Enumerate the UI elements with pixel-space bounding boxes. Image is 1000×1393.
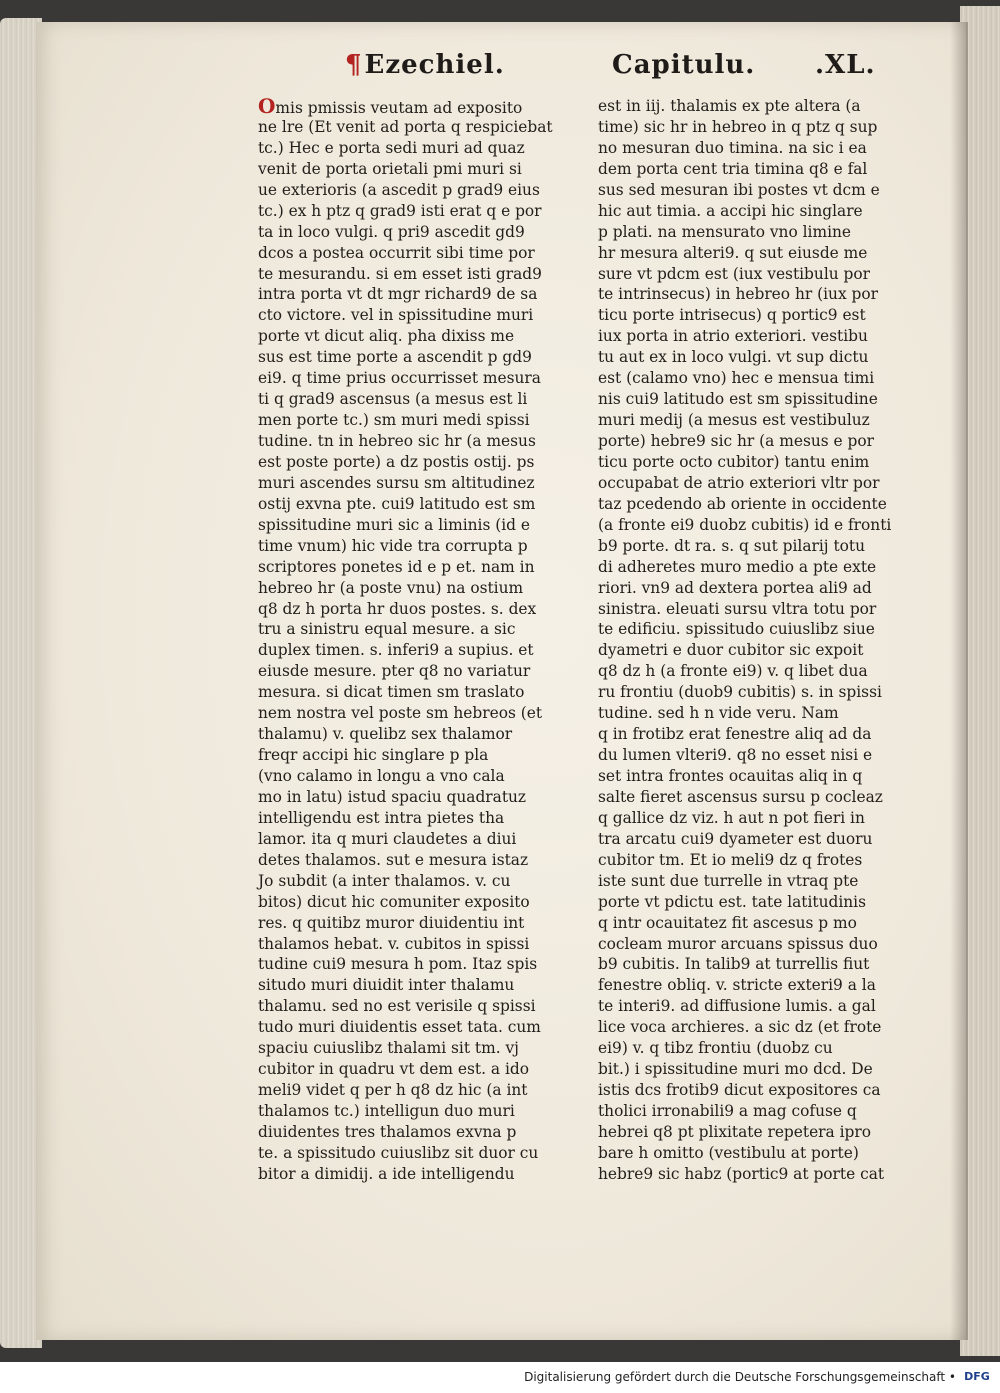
text-line: [258, 619, 518, 640]
text-column-right: [598, 96, 892, 1185]
text-line-content: hebreo hr (a poste vnu) na ostium: [258, 578, 524, 597]
text-line: [598, 1038, 858, 1059]
text-line: [258, 431, 536, 452]
text-line: [598, 913, 858, 934]
text-line: [258, 473, 535, 494]
text-line-content: q gallice dz viz. h aut n pot fieri in: [598, 808, 865, 827]
folio-number: .XL.: [815, 50, 876, 80]
text-line-content: time vnum) hic vide tra corrupta p: [258, 536, 528, 555]
text-line: [598, 557, 877, 578]
text-line: [258, 201, 542, 222]
text-line: [598, 1143, 858, 1164]
text-line-content: tu aut ex in loco vulgi. vt sup dictu: [598, 348, 869, 367]
text-line-content: te mesurandu. si em esset isti grad9: [258, 264, 542, 283]
running-head-chapter: Capitulu.: [612, 50, 756, 80]
text-line-content: tudine. tn in hebreo sic hr (a mesus: [258, 432, 536, 450]
text-line: [598, 975, 876, 996]
text-line: [258, 326, 518, 347]
text-line: [598, 305, 866, 326]
text-line-content: nem nostra vel poste sm hebreos (et: [258, 704, 543, 723]
text-line-content: p plati. na mensurato vno limine: [598, 222, 852, 241]
text-line-content: cubitor in quadru vt dem est. a ido: [258, 1060, 529, 1079]
text-line: [598, 619, 875, 640]
text-line: [258, 661, 531, 682]
text-line-content: detes thalamos. sut e mesura istaz: [258, 850, 529, 869]
text-line-content: venit de porta orietali pmi muri si: [258, 159, 522, 178]
text-line-content: tru a sinistru equal mesure. a sic: [258, 620, 516, 639]
text-line-content: mesura. si dicat timen sm traslato: [258, 683, 525, 702]
text-line-content: dem porta cent tria timina q8 e fal: [598, 159, 868, 178]
rubricated-initial: O: [258, 94, 276, 118]
text-line-content: tc.) Hec e porta sedi muri ad quaz: [258, 138, 525, 157]
text-line-content: res. q quitibz muror diuidentiu int: [258, 913, 525, 932]
text-line-content: muri ascendes sursu sm altitudinez: [258, 473, 535, 492]
text-line: [598, 431, 875, 452]
text-line: [258, 1017, 541, 1038]
text-line-content: est in iij. thalamis ex pte altera (a: [598, 97, 861, 115]
text-line-content: q in frotibz erat fenestre aliq ad da: [598, 725, 872, 744]
text-line-content: lamor. ita q muri claudetes a diui: [258, 829, 517, 848]
text-line: [258, 557, 535, 578]
text-line: [258, 1059, 529, 1080]
text-line: [598, 222, 858, 243]
text-line-content: tudine cui9 mesura h pom. Itaz spis: [258, 955, 538, 974]
text-line-content: b9 cubitis. In talib9 at turrellis fiut: [598, 955, 870, 974]
text-line: [598, 996, 876, 1017]
text-line: [258, 494, 536, 515]
text-line: [258, 871, 518, 892]
text-line: [258, 808, 518, 829]
text-line-content: ti q grad9 ascensus (a mesus est li: [258, 390, 528, 409]
text-line-content: taz pcedendo ab oriente in occidente: [598, 494, 887, 513]
text-line: [598, 1122, 872, 1143]
text-line-content: sinistra. eleuati sursu vltra totu por: [598, 599, 877, 618]
text-line-content: intra porta vt dt mgr richard9 de sa: [258, 285, 538, 304]
text-line: [598, 180, 880, 201]
text-line-content: thalamos hebat. v. cubitos in spissi: [258, 934, 530, 953]
text-line: [598, 808, 865, 829]
text-line-content: sus est time porte a ascendit p gd9: [258, 348, 532, 367]
text-line: [598, 452, 870, 473]
text-line-content: porte) hebre9 sic hr (a mesus e por: [598, 432, 875, 450]
text-line-content: est (calamo vno) hec e mensua timi: [598, 369, 875, 388]
text-line-content: ticu porte intrisecus) q portic9 est: [598, 306, 866, 325]
text-line-content: muri medij (a mesus est vestibuluz: [598, 411, 870, 430]
text-line: [598, 96, 861, 117]
text-line: [258, 766, 518, 787]
text-line: [598, 138, 867, 159]
text-line-content: porte vt dicut aliq. pha dixiss me: [258, 327, 515, 346]
text-line-content: situdo muri diuidit inter thalamu: [258, 976, 515, 995]
text-line-content: hic aut timia. a accipi hic singlare: [598, 201, 863, 220]
text-column-left: [258, 94, 553, 1185]
text-line-content: thalamu) v. quelibz sex thalamor: [258, 725, 513, 744]
text-line-content: (vno calamo in longu a vno cala: [258, 767, 505, 785]
text-line: [258, 368, 541, 389]
text-line: [598, 264, 871, 285]
text-line: [598, 1017, 882, 1038]
text-line: [598, 703, 858, 724]
pilcrow-mark: ¶: [345, 50, 363, 80]
text-line-content: ostij exvna pte. cui9 latitudo est sm: [258, 494, 536, 513]
text-line: [258, 452, 535, 473]
text-line: [258, 180, 540, 201]
text-line: [258, 243, 535, 264]
text-line-content: hebre9 sic habz (portic9 at porte cat: [598, 1164, 885, 1183]
text-line: [258, 264, 542, 285]
text-line: [258, 787, 527, 808]
text-line-content: ei9. q time prius occurrisset mesura: [258, 369, 541, 388]
text-line-content: ticu porte octo cubitor) tantu enim: [598, 452, 870, 471]
text-line-content: diuidentes tres thalamos exvna p: [258, 1122, 517, 1141]
text-line: [258, 389, 528, 410]
text-line: [258, 934, 530, 955]
text-line-content: fenestre obliq. v. stricte exteri9 a la: [598, 976, 876, 995]
text-line-content: thalamu. sed no est verisile q spissi: [258, 997, 536, 1016]
text-line-content: iux porta in atrio exteriori. vestibu: [598, 327, 868, 346]
text-line-content: riori. vn9 ad dextera portea ali9 ad: [598, 578, 872, 597]
text-line-content: q intr ocauitatez fit ascesus p mo: [598, 913, 857, 932]
text-line: [598, 410, 870, 431]
text-line: [598, 326, 868, 347]
text-line-content: Jo subdit (a inter thalamos. v. cu: [258, 871, 511, 890]
text-line-content: sure vt pdcm est (iux vestibulu por: [598, 264, 871, 283]
text-line-content: bitor a dimidij. a ide intelligendu: [258, 1164, 515, 1183]
text-line: [598, 494, 887, 515]
text-line: [598, 536, 866, 557]
text-line: [258, 138, 525, 159]
funding-notice: Digitalisierung gefördert durch die Deutsche Forschungsgemeinschaft •: [524, 1370, 956, 1384]
text-line: [258, 829, 518, 850]
text-line-content: hebrei q8 pt plixitate repetera ipro: [598, 1122, 872, 1141]
text-line-content: time) sic hr in hebreo in q ptz q sup: [598, 117, 878, 136]
text-line-content: dcos a postea occurrit sibi time por: [258, 243, 535, 262]
text-line: [258, 913, 525, 934]
text-line: [598, 640, 864, 661]
text-line-content: ue exterioris (a ascedit p grad9 eius: [258, 180, 540, 199]
running-head-book: [345, 50, 505, 80]
text-line-content: te interi9. ad diffusione lumis. a gal: [598, 997, 876, 1016]
text-line: [258, 640, 534, 661]
text-line-content: te intrinsecus) in hebreo hr (iux por: [598, 285, 878, 304]
text-line-content: est poste porte) a dz postis ostij. ps: [258, 452, 535, 471]
text-line-content: istis dcs frotib9 dicut expositores ca: [598, 1081, 881, 1100]
text-line: [258, 410, 530, 431]
text-line: [598, 368, 875, 389]
text-line: [598, 871, 858, 892]
text-line-content: scriptores ponetes id e p et. nam in: [258, 557, 535, 576]
text-line-content: mo in latu) istud spaciu quadratuz: [258, 787, 527, 806]
text-line: [258, 703, 543, 724]
text-line: [258, 515, 531, 536]
gutter-shadow: [950, 22, 968, 1340]
text-line-content: q8 dz h (a fronte ei9) v. q libet dua: [598, 662, 868, 681]
text-line-content: tc.) ex h ptz q grad9 isti erat q e por: [258, 201, 542, 220]
text-line: [258, 578, 524, 599]
text-line-content: bit.) i spissitudine muri mo dcd. De: [598, 1060, 873, 1079]
text-line-content: occupabat de atrio exteriori vltr por: [598, 473, 880, 492]
text-line: [598, 515, 892, 536]
text-line: [598, 578, 872, 599]
text-line: [598, 766, 863, 787]
text-line-content: meli9 videt q per h q8 dz hic (a int: [258, 1081, 528, 1100]
text-line: [258, 222, 525, 243]
text-line: [598, 661, 868, 682]
text-line: [598, 1101, 858, 1122]
text-line: [258, 599, 537, 620]
text-line: [598, 284, 878, 305]
text-line: [598, 159, 868, 180]
text-line: [598, 243, 868, 264]
text-line-content: dyametri e duor cubitor sic expoit: [598, 641, 864, 660]
text-line-content: te edificiu. spissitudo cuiuslibz siue: [598, 620, 875, 639]
text-line: [598, 724, 872, 745]
text-line-content: cto victore. vel in spissitudine muri: [258, 306, 534, 325]
text-line: [598, 787, 883, 808]
text-line-content: cocleam muror arcuans spissus duo: [598, 934, 878, 953]
text-line-content: eiusde mesure. pter q8 no variatur: [258, 662, 531, 681]
text-line-content: q8 dz h porta hr duos postes. s. dex: [258, 599, 537, 618]
text-line-content: iste sunt due turrelle in vtraq pte: [598, 871, 859, 890]
text-line-content: te. a spissitudo cuiuslibz sit duor cu: [258, 1143, 539, 1162]
text-line-content: freqr accipi hic singlare p pla: [258, 746, 489, 765]
text-line: [598, 1080, 881, 1101]
text-line: [258, 159, 522, 180]
text-line-content: ru frontiu (duob9 cubitis) s. in spissi: [598, 683, 882, 702]
text-line: [598, 1164, 885, 1185]
text-line: [598, 850, 863, 871]
text-line-content: b9 porte. dt ra. s. q sut pilarij totu: [598, 536, 866, 555]
text-line: [598, 745, 873, 766]
dfg-logo: DFG: [964, 1370, 990, 1383]
text-line: [258, 1080, 528, 1101]
text-line-content: mis pmissis veutam ad exposito: [275, 99, 523, 117]
text-line: [258, 305, 534, 326]
text-line: [258, 954, 538, 975]
text-line: [258, 1164, 518, 1185]
text-line-content: tra arcatu cui9 dyameter est duoru: [598, 829, 873, 848]
text-line: [598, 201, 863, 222]
text-line: [258, 745, 518, 766]
text-line: [598, 934, 878, 955]
text-line: [258, 1101, 518, 1122]
text-line: [258, 284, 538, 305]
text-line: [258, 94, 523, 118]
text-line: [258, 682, 525, 703]
text-line: [598, 682, 882, 703]
text-line-content: bitos) dicut hic comuniter exposito: [258, 892, 530, 911]
text-line: [598, 117, 878, 138]
text-line: [258, 1038, 518, 1059]
text-line-content: tudine. sed h n vide veru. Nam: [598, 704, 839, 723]
text-line: [258, 850, 529, 871]
text-line-content: ne lre (Et venit ad porta q respiciebat: [258, 117, 553, 136]
text-line-content: ta in loco vulgi. q pri9 ascedit gd9: [258, 222, 525, 241]
text-line-content: sus sed mesuran ibi postes vt dcm e: [598, 180, 880, 199]
text-line-content: (a fronte ei9 duobz cubitis) id e fronti: [598, 515, 892, 534]
text-line-content: nis cui9 latitudo est sm spissitudine: [598, 390, 878, 409]
text-line: [258, 117, 553, 138]
text-line: [598, 599, 877, 620]
text-line: [598, 1059, 873, 1080]
text-line-content: duplex timen. s. inferi9 a supius. et: [258, 641, 534, 660]
text-line-content: spissitudine muri sic a liminis (id e: [258, 515, 531, 534]
text-line-content: lice voca archieres. a sic dz (et frote: [598, 1018, 882, 1037]
text-line-content: du lumen vlteri9. q8 no esset nisi e: [598, 746, 873, 765]
text-line-content: spaciu cuiuslibz thalami sit tm. vj: [258, 1039, 519, 1058]
text-line-content: di adheretes muro medio a pte exte: [598, 557, 877, 576]
text-line: [258, 1122, 518, 1143]
text-line: [258, 1143, 539, 1164]
text-line-content: porte vt pdictu est. tate latitudinis: [598, 892, 866, 911]
text-line: [598, 473, 880, 494]
text-line: [258, 347, 532, 368]
text-line-content: ei9) v. q tibz frontiu (duobz cu: [598, 1039, 833, 1058]
text-line: [258, 724, 518, 745]
text-line-content: men porte tc.) sm muri medi spissi: [258, 411, 530, 430]
text-line: [258, 892, 530, 913]
text-line-content: bare h omitto (vestibulu at porte): [598, 1143, 859, 1162]
text-line: [598, 829, 873, 850]
text-line: [598, 389, 878, 410]
text-line-content: intelligendu est intra pietes tha: [258, 808, 505, 827]
text-line-content: tholici irronabili9 a mag cofuse q: [598, 1102, 857, 1120]
text-line-content: set intra frontes ocauitas aliq in q: [598, 767, 863, 785]
text-line-content: tudo muri diuidentis esset tata. cum: [258, 1018, 541, 1037]
text-line: [598, 347, 869, 368]
text-line: [258, 536, 528, 557]
text-line-content: cubitor tm. Et io meli9 dz q frotes: [598, 850, 863, 869]
text-line-content: no mesuran duo timina. na sic i ea: [598, 138, 867, 157]
text-line-content: hr mesura alteri9. q sut eiusde me: [598, 243, 868, 262]
text-line: [598, 954, 870, 975]
text-line: [598, 892, 866, 913]
running-head-book-title: Ezechiel.: [364, 50, 505, 80]
text-line: [258, 996, 536, 1017]
text-line-content: thalamos tc.) intelligun duo muri: [258, 1102, 515, 1120]
text-line: [258, 975, 518, 996]
text-line-content: salte fieret ascensus sursu p cocleaz: [598, 787, 883, 806]
footer-bar: [0, 1362, 1000, 1393]
